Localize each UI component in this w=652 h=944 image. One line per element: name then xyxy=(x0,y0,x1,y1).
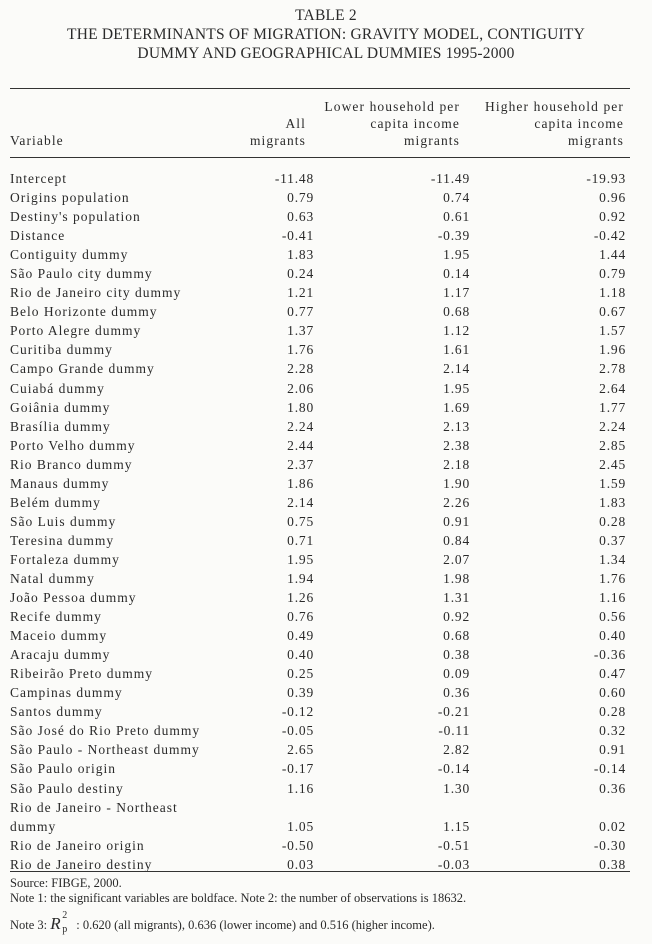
value-lower-income: -0.03 xyxy=(437,856,470,872)
value-lower-income: 1.69 xyxy=(443,399,470,415)
table-row xyxy=(10,607,630,626)
note-3-prefix: Note 3: xyxy=(10,918,48,932)
variable-name xyxy=(10,740,200,759)
variable-name-text: Campo Grande dummy xyxy=(10,361,155,377)
value-higher-income: 2.64 xyxy=(599,380,626,396)
variable-name xyxy=(10,683,123,702)
variable-name-text: Porto Alegre dummy xyxy=(10,323,142,339)
variable-name xyxy=(10,264,153,283)
value-all-migrants: 0.77 xyxy=(287,304,314,320)
variable-name xyxy=(10,798,178,836)
variable-name-text: Rio de Janeiro destiny xyxy=(10,856,153,872)
value-lower-income: -0.21 xyxy=(437,704,470,720)
value-higher-income: 0.92 xyxy=(599,209,626,225)
value-higher-income: 0.02 xyxy=(599,818,626,834)
variable-name xyxy=(10,569,95,588)
value-lower-income: 1.15 xyxy=(443,818,470,834)
table-row xyxy=(10,645,630,664)
variable-name xyxy=(10,398,110,417)
variable-name xyxy=(10,645,110,664)
table-row xyxy=(10,550,630,569)
value-all-migrants: -0.50 xyxy=(281,837,314,853)
variable-name xyxy=(10,531,114,550)
value-higher-income: 0.91 xyxy=(599,742,626,758)
table-row xyxy=(10,359,630,378)
value-all-migrants: 2.06 xyxy=(287,380,314,396)
table-row xyxy=(10,779,630,798)
table-row xyxy=(10,455,630,474)
variable-name-text: Teresina dummy xyxy=(10,532,115,548)
table-row xyxy=(10,264,630,283)
value-all-migrants: 0.40 xyxy=(287,647,314,663)
variable-name xyxy=(10,283,181,302)
table-row xyxy=(10,245,630,264)
value-higher-income: 0.79 xyxy=(599,266,626,282)
value-lower-income: 0.68 xyxy=(443,628,470,644)
variable-name xyxy=(10,359,155,378)
value-lower-income: 0.68 xyxy=(443,304,470,320)
value-lower-income: 0.91 xyxy=(443,513,470,529)
value-higher-income: 1.96 xyxy=(599,342,626,358)
value-lower-income: 2.13 xyxy=(443,418,470,434)
table-title-line-2: DUMMY AND GEOGRAPHICAL DUMMIES 1995-2000 xyxy=(137,45,515,62)
variable-name-text: Rio de Janeiro city dummy xyxy=(10,285,182,301)
table-row xyxy=(10,340,630,359)
table-row xyxy=(10,493,630,512)
value-higher-income: 0.32 xyxy=(599,723,626,739)
table-row xyxy=(10,512,630,531)
variable-name-text: Curitiba dummy xyxy=(10,342,113,358)
r-squared-symbol xyxy=(50,910,76,935)
value-lower-income: 1.12 xyxy=(443,323,470,339)
variable-name-text: Ribeirão Preto dummy xyxy=(10,666,153,682)
value-higher-income: 0.38 xyxy=(599,856,626,872)
value-higher-income: 1.59 xyxy=(599,475,626,491)
variable-name-text: São Paulo destiny xyxy=(10,780,124,796)
variable-name-text: Recife dummy xyxy=(10,609,102,625)
value-all-migrants: 0.03 xyxy=(287,856,314,872)
value-higher-income: 1.34 xyxy=(599,551,626,567)
variable-name xyxy=(10,474,109,493)
r-symbol: R xyxy=(50,914,61,933)
value-lower-income: 0.09 xyxy=(443,666,470,682)
variable-name xyxy=(10,302,157,321)
variable-name xyxy=(10,455,133,474)
variable-name-text: São José do Rio Preto dummy xyxy=(10,723,201,739)
value-lower-income: 0.84 xyxy=(443,532,470,548)
table-row xyxy=(10,740,630,759)
variable-name-text: Fortaleza dummy xyxy=(10,551,120,567)
value-lower-income: 1.98 xyxy=(443,570,470,586)
value-higher-income: 1.44 xyxy=(599,247,626,263)
value-higher-income: 0.67 xyxy=(599,304,626,320)
value-all-migrants: 1.95 xyxy=(287,551,314,567)
variable-name-text: Manaus dummy xyxy=(10,475,110,491)
source-note: Source: FIBGE, 2000. xyxy=(10,876,122,890)
variable-name xyxy=(10,493,101,512)
value-lower-income: 0.74 xyxy=(443,190,470,206)
value-all-migrants: 0.25 xyxy=(287,666,314,682)
value-higher-income: -0.14 xyxy=(593,761,626,777)
variable-name-text: Rio de Janeiro - Northeast xyxy=(10,799,178,815)
variable-name xyxy=(10,436,136,455)
value-all-migrants: 0.24 xyxy=(287,266,314,282)
value-lower-income: 1.30 xyxy=(443,780,470,796)
variable-name-text: Belo Horizonte dummy xyxy=(10,304,158,320)
value-higher-income: 1.57 xyxy=(599,323,626,339)
variable-name xyxy=(10,417,111,436)
table-row xyxy=(10,188,630,207)
value-all-migrants: 1.21 xyxy=(287,285,314,301)
value-higher-income: -0.42 xyxy=(593,228,626,244)
table-row xyxy=(10,798,630,836)
value-all-migrants: -0.17 xyxy=(281,761,314,777)
value-higher-income: 0.37 xyxy=(599,532,626,548)
table-row xyxy=(10,417,630,436)
table-row xyxy=(10,169,630,188)
value-all-migrants: 1.80 xyxy=(287,399,314,415)
variable-name xyxy=(10,779,124,798)
variable-name xyxy=(10,702,103,721)
variable-name-text: Distance xyxy=(10,228,66,244)
variable-name xyxy=(10,169,67,188)
table-row xyxy=(10,836,630,855)
value-lower-income: 2.38 xyxy=(443,437,470,453)
value-higher-income: 0.60 xyxy=(599,685,626,701)
table-row xyxy=(10,283,630,302)
value-lower-income: -0.11 xyxy=(438,723,470,739)
table-row xyxy=(10,321,630,340)
value-all-migrants: 0.79 xyxy=(287,190,314,206)
value-all-migrants: 0.76 xyxy=(287,609,314,625)
variable-name-text: São Luis dummy xyxy=(10,513,117,529)
value-all-migrants: 1.94 xyxy=(287,570,314,586)
value-all-migrants: 1.16 xyxy=(287,780,314,796)
variable-name-text-continued: dummy xyxy=(10,818,57,834)
column-header-higher-income xyxy=(462,98,624,149)
value-higher-income: 0.28 xyxy=(599,704,626,720)
note-3 xyxy=(10,910,435,935)
variable-name xyxy=(10,664,153,683)
value-all-migrants: 2.28 xyxy=(287,361,314,377)
value-all-migrants: -0.05 xyxy=(281,723,314,739)
column-header-higher-line-1: Higher household per xyxy=(485,99,624,114)
r-sub: p xyxy=(62,924,68,935)
value-all-migrants: 0.49 xyxy=(287,628,314,644)
value-lower-income: -11.49 xyxy=(430,171,470,186)
value-higher-income: 2.24 xyxy=(599,418,626,434)
table-row xyxy=(10,683,630,702)
column-header-lower-line-1: Lower household per xyxy=(324,99,460,114)
variable-name-text: Rio de Janeiro origin xyxy=(10,837,145,853)
value-higher-income: 1.83 xyxy=(599,494,626,510)
table-body xyxy=(10,169,630,874)
table-row xyxy=(10,436,630,455)
value-all-migrants: 1.26 xyxy=(287,590,314,606)
variable-name-text: Cuiabá dummy xyxy=(10,380,105,396)
table-row xyxy=(10,531,630,550)
variable-name-text: Intercept xyxy=(10,171,67,186)
value-lower-income: 1.95 xyxy=(443,247,470,263)
value-lower-income: -0.14 xyxy=(437,761,470,777)
variable-name xyxy=(10,626,107,645)
column-header-lower-line-2: capita income xyxy=(370,116,460,131)
table-row xyxy=(10,588,630,607)
variable-name xyxy=(10,836,145,855)
value-lower-income: 2.26 xyxy=(443,494,470,510)
variable-name-text: Destiny's population xyxy=(10,209,141,225)
value-higher-income: 1.16 xyxy=(599,590,626,606)
value-higher-income: 2.78 xyxy=(599,361,626,377)
value-lower-income: 0.14 xyxy=(443,266,470,282)
table-row xyxy=(10,207,630,226)
value-all-migrants: 1.83 xyxy=(287,247,314,263)
table-bottom-rule xyxy=(10,871,630,872)
variable-name xyxy=(10,607,102,626)
value-lower-income: 0.36 xyxy=(443,685,470,701)
value-lower-income: 1.61 xyxy=(443,342,470,358)
value-lower-income: 2.82 xyxy=(443,742,470,758)
variable-name-text: Santos dummy xyxy=(10,704,103,720)
variable-name-text: Aracaju dummy xyxy=(10,647,111,663)
value-higher-income: 0.47 xyxy=(599,666,626,682)
variable-name xyxy=(10,550,120,569)
table-row xyxy=(10,626,630,645)
table-row xyxy=(10,569,630,588)
column-header-lower-line-3: migrants xyxy=(403,133,460,148)
table-row xyxy=(10,474,630,493)
value-all-migrants: 2.14 xyxy=(287,494,314,510)
column-header-all-line-1: All xyxy=(285,116,306,131)
value-higher-income: 1.76 xyxy=(599,570,626,586)
variable-name-text: Contiguity dummy xyxy=(10,247,129,263)
value-all-migrants: 1.37 xyxy=(287,323,314,339)
variable-name xyxy=(10,759,116,778)
variable-name xyxy=(10,188,130,207)
value-all-migrants: -0.12 xyxy=(281,704,314,720)
value-all-migrants: 1.76 xyxy=(287,342,314,358)
table-row xyxy=(10,226,630,245)
value-lower-income: 2.14 xyxy=(443,361,470,377)
value-all-migrants: 0.75 xyxy=(287,513,314,529)
table-row xyxy=(10,302,630,321)
column-header-all-migrants xyxy=(190,98,306,149)
value-higher-income: 0.36 xyxy=(599,780,626,796)
value-all-migrants: 0.39 xyxy=(287,685,314,701)
value-higher-income: -0.36 xyxy=(593,647,626,663)
value-lower-income: 0.61 xyxy=(443,209,470,225)
variable-name-text: Belém dummy xyxy=(10,494,101,510)
variable-name-text: Origins population xyxy=(10,190,130,206)
value-all-migrants: 1.05 xyxy=(287,818,314,834)
table-row xyxy=(10,379,630,398)
column-header-variable: Variable xyxy=(10,133,64,148)
value-higher-income: 2.45 xyxy=(599,456,626,472)
value-lower-income: 2.18 xyxy=(443,456,470,472)
variable-name-text: Maceio dummy xyxy=(10,628,108,644)
value-lower-income: 0.38 xyxy=(443,647,470,663)
value-lower-income: 1.90 xyxy=(443,475,470,491)
value-all-migrants: 2.44 xyxy=(287,437,314,453)
value-higher-income: -19.93 xyxy=(586,171,626,186)
value-all-migrants: 2.37 xyxy=(287,456,314,472)
variable-name-text: Porto Velho dummy xyxy=(10,437,136,453)
value-higher-income: 0.28 xyxy=(599,513,626,529)
variable-name-text: Campinas dummy xyxy=(10,685,123,701)
value-all-migrants: 0.71 xyxy=(287,532,314,548)
value-lower-income: 1.17 xyxy=(443,285,470,301)
variable-name xyxy=(10,245,128,264)
value-all-migrants: 0.63 xyxy=(287,209,314,225)
value-lower-income: -0.51 xyxy=(437,837,470,853)
table-title-line-1: THE DETERMINANTS OF MIGRATION: GRAVITY MODEL, CONTIGUITY xyxy=(67,26,585,43)
table-row xyxy=(10,398,630,417)
table-number: TABLE 2 xyxy=(295,7,357,24)
value-higher-income: 1.18 xyxy=(599,285,626,301)
value-all-migrants: -11.48 xyxy=(274,171,314,186)
variable-name-text: Goiânia dummy xyxy=(10,399,111,415)
variable-name xyxy=(10,207,141,226)
table-row xyxy=(10,759,630,778)
table-row xyxy=(10,721,630,740)
r-sup: 2 xyxy=(62,910,68,921)
column-header-higher-line-3: migrants xyxy=(567,133,624,148)
value-higher-income: 0.56 xyxy=(599,609,626,625)
variable-name-text: São Paulo origin xyxy=(10,761,116,777)
value-higher-income: 2.85 xyxy=(599,437,626,453)
note-1-and-2: Note 1: the significant variables are boldface. Note 2: the number of observations is 18632. xyxy=(10,891,467,905)
value-higher-income: 0.40 xyxy=(599,628,626,644)
variable-name xyxy=(10,226,65,245)
variable-name-text: João Pessoa dummy xyxy=(10,590,137,606)
variable-name xyxy=(10,721,200,740)
column-header-higher-line-2: capita income xyxy=(534,116,624,131)
variable-name xyxy=(10,379,105,398)
value-all-migrants: 2.24 xyxy=(287,418,314,434)
variable-name-text: Natal dummy xyxy=(10,570,95,586)
value-lower-income: 0.92 xyxy=(443,609,470,625)
value-all-migrants: 2.65 xyxy=(287,742,314,758)
value-all-migrants: -0.41 xyxy=(281,228,314,244)
value-higher-income: 1.77 xyxy=(599,399,626,415)
value-higher-income: -0.30 xyxy=(593,837,626,853)
value-higher-income: 0.96 xyxy=(599,190,626,206)
value-lower-income: 1.95 xyxy=(443,380,470,396)
table-row xyxy=(10,664,630,683)
value-lower-income: 1.31 xyxy=(443,590,470,606)
variable-name xyxy=(10,321,141,340)
variable-name-text: Rio Branco dummy xyxy=(10,456,133,472)
value-lower-income: 2.07 xyxy=(443,551,470,567)
table-header-rule xyxy=(10,157,630,158)
variable-name xyxy=(10,340,113,359)
variable-name xyxy=(10,588,137,607)
variable-name-text: São Paulo city dummy xyxy=(10,266,153,282)
column-header-all-line-2: migrants xyxy=(249,133,306,148)
note-3-text: : 0.620 (all migrants), 0.636 (lower income) and 0.516 (higher income). xyxy=(76,918,435,932)
value-all-migrants: 1.86 xyxy=(287,475,314,491)
variable-name-text: Brasília dummy xyxy=(10,418,111,434)
column-header-lower-income xyxy=(308,98,460,149)
variable-name xyxy=(10,512,116,531)
variable-name-text: São Paulo - Northeast dummy xyxy=(10,742,200,758)
table-top-rule xyxy=(10,88,630,89)
table-row xyxy=(10,702,630,721)
value-lower-income: -0.39 xyxy=(437,228,470,244)
